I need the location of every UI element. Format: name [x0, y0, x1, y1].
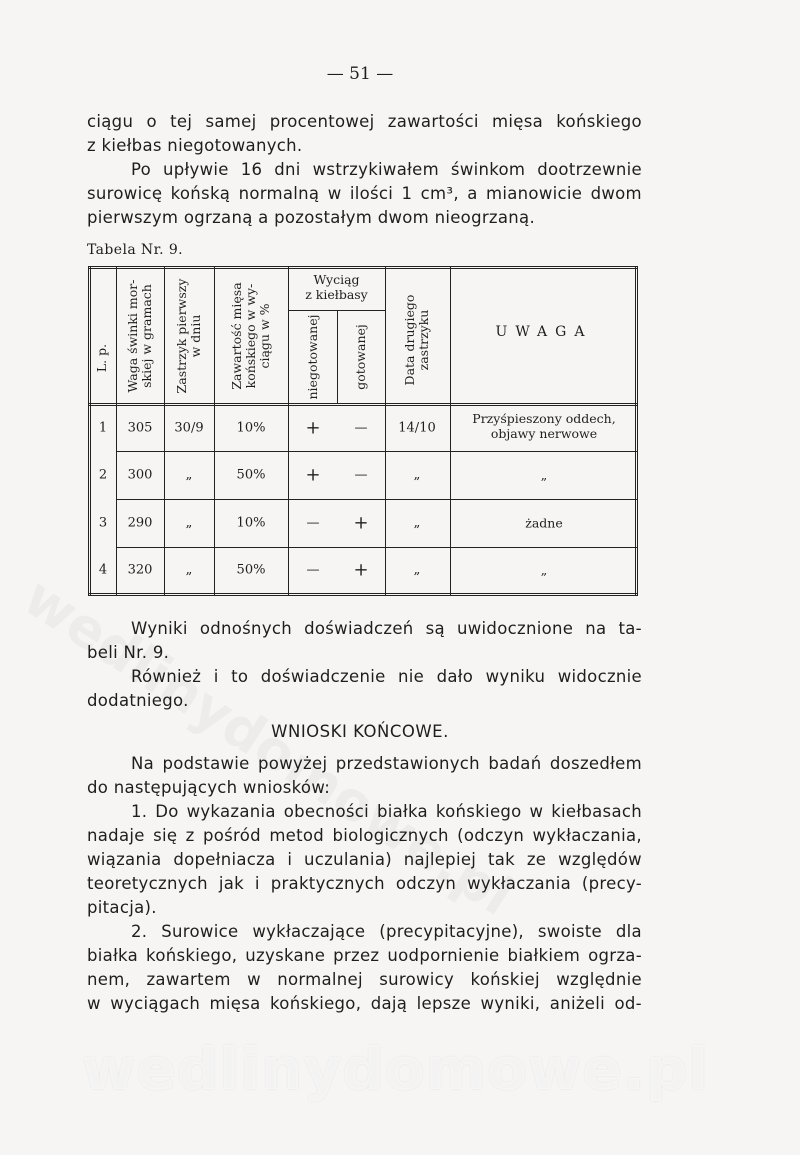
- text-line: [87, 800, 642, 824]
- word: w: [529, 802, 544, 821]
- cell-lp: 4: [98, 562, 108, 578]
- cell-second-date: „: [413, 467, 421, 483]
- header-remarks: UWAGA: [495, 324, 593, 340]
- word: 2.: [131, 922, 148, 941]
- word: zawartem: [146, 970, 231, 989]
- text-line: [87, 158, 642, 182]
- cell-first-injection: „: [185, 562, 193, 578]
- cell-raw: +: [305, 464, 321, 486]
- word: podstawie: [162, 754, 250, 773]
- word: dopełniacza: [173, 850, 276, 869]
- text-line: [87, 824, 642, 848]
- word: obecności: [283, 802, 370, 821]
- word: ze: [526, 850, 547, 869]
- word: są: [425, 619, 445, 638]
- word: nie: [398, 667, 425, 686]
- text-line: pierwszym ogrzaną a pozostałym dwom nieogrzaną.: [87, 208, 536, 227]
- word: widocznie: [557, 667, 642, 686]
- cell-weight: 320: [127, 562, 153, 578]
- word: procentowej: [269, 112, 375, 131]
- word: ogrza-: [588, 946, 642, 965]
- word: tak: [487, 850, 516, 869]
- word: wyciągach: [110, 994, 201, 1013]
- word: swoiste: [537, 922, 602, 941]
- word: o: [146, 112, 157, 131]
- cell-horse-meat: 50%: [236, 467, 266, 483]
- data-table: [88, 266, 638, 596]
- word: i: [254, 874, 260, 893]
- cell-raw: +: [305, 417, 321, 439]
- cell-weight: 305: [127, 420, 153, 436]
- word: mianowicie: [486, 184, 583, 203]
- word: uodpornienie: [387, 946, 500, 965]
- cell-horse-meat: 10%: [236, 420, 266, 436]
- word: aniżeli: [549, 994, 606, 1013]
- word: wykłaczania: [467, 874, 571, 893]
- word: wykazania: [186, 802, 276, 821]
- word: samej: [205, 112, 257, 131]
- word: doświadczeń: [304, 619, 414, 638]
- word: białka: [376, 802, 428, 821]
- word: Na: [131, 754, 155, 773]
- word: i: [287, 850, 293, 869]
- cell-lp: 2: [98, 467, 108, 483]
- word: końskiego,: [146, 946, 238, 965]
- word: badań: [488, 754, 542, 773]
- cell-first-injection: „: [185, 515, 193, 531]
- cell-second-date: 14/10: [398, 420, 436, 436]
- word: powyżej: [258, 754, 328, 773]
- word: lepsze: [416, 994, 472, 1013]
- header-raw: niegotowanej: [305, 314, 320, 400]
- word: dwom: [590, 184, 642, 203]
- word: to: [231, 667, 249, 686]
- word: dootrzewnie: [537, 160, 642, 179]
- word: przedstawionych: [335, 754, 480, 773]
- header-extract-group: Wyciąg z kiełbasy: [305, 272, 368, 302]
- word: wstrzykiwałem: [312, 160, 439, 179]
- word: jak: [218, 874, 244, 893]
- word: najlepiej: [403, 850, 477, 869]
- word: przez: [333, 946, 380, 965]
- word: końską: [170, 184, 231, 203]
- word: wykłaczające: [252, 922, 366, 941]
- text-line: [87, 992, 642, 1016]
- word: w: [87, 994, 101, 1013]
- text-line: dodatniego.: [87, 691, 189, 710]
- word: świnkom: [450, 160, 526, 179]
- cell-horse-meat: 50%: [236, 562, 266, 578]
- word: kiełbasach: [551, 802, 642, 821]
- word: Po: [131, 160, 152, 179]
- text-line: [87, 110, 642, 134]
- word: (odczyn: [457, 826, 525, 845]
- header-cooked: gotowanej: [353, 324, 368, 390]
- word: końskiego,: [270, 994, 362, 1013]
- text-line: beli Nr. 9.: [87, 643, 170, 662]
- word: ciągu: [87, 112, 134, 131]
- text-line: [87, 872, 642, 896]
- word: od-: [614, 994, 642, 1013]
- word: z: [185, 826, 195, 845]
- header-second-date: Data drugiego zastrzyku: [402, 294, 431, 386]
- text-line: [87, 182, 642, 206]
- word: białka: [87, 946, 139, 965]
- word: dają: [370, 994, 408, 1013]
- word: w: [327, 184, 342, 203]
- word: upływie: [163, 160, 229, 179]
- word: 1.: [131, 802, 148, 821]
- cell-cooked: —: [354, 420, 368, 436]
- word: mięsa: [492, 112, 544, 131]
- cell-cooked: —: [354, 467, 368, 483]
- word: Również: [131, 667, 202, 686]
- cell-first-injection: 30/9: [174, 420, 204, 436]
- word: w: [247, 970, 261, 989]
- cell-second-date: „: [413, 562, 421, 578]
- word: surowicę: [87, 184, 163, 203]
- header-horse-meat-content: Zawartość mięsa końskiego w wy- ciągu w %: [229, 282, 272, 390]
- cell-raw: —: [306, 515, 320, 531]
- cell-weight: 290: [127, 515, 153, 531]
- word: wyniki,: [480, 994, 541, 1013]
- cell-horse-meat: 10%: [236, 515, 266, 531]
- word: doszedłem: [549, 754, 642, 773]
- cell-raw: —: [306, 562, 320, 578]
- word: Wyniki: [131, 619, 188, 638]
- header-first-injection: Zastrzyk pierwszy w dniu: [174, 278, 203, 394]
- text-line: pitacja).: [87, 898, 157, 917]
- text-line: [87, 752, 642, 776]
- cell-first-injection: „: [185, 467, 193, 483]
- word: mięsa: [209, 994, 261, 1013]
- word: Surowice: [161, 922, 239, 941]
- word: pośród: [202, 826, 261, 845]
- word: tej: [170, 112, 193, 131]
- watermark-footer: wedlinydomowe.pl: [82, 1035, 710, 1103]
- word: dni: [274, 160, 301, 179]
- word: metod: [269, 826, 325, 845]
- cell-remarks: Przyśpieszony oddech, objawy nerwowe: [472, 411, 616, 441]
- text-line: [87, 920, 642, 944]
- word: odnośnych: [199, 619, 293, 638]
- word: doświadczenie: [260, 667, 386, 686]
- text-line: [87, 617, 642, 641]
- word: wykłaczania,: [532, 826, 642, 845]
- word: ilości: [349, 184, 394, 203]
- word: (precypitacyjne),: [379, 922, 524, 941]
- cell-remarks: „: [540, 562, 548, 578]
- cell-cooked: +: [353, 512, 369, 534]
- word: białkiem: [507, 946, 581, 965]
- cell-cooked: +: [353, 559, 369, 581]
- word: i: [213, 667, 219, 686]
- word: normalną: [238, 184, 320, 203]
- cell-remarks: „: [540, 467, 548, 483]
- word: 16: [240, 160, 263, 179]
- word: się: [153, 826, 178, 845]
- word: uczulania): [304, 850, 392, 869]
- word: a: [467, 184, 478, 203]
- word: końskiego: [556, 112, 642, 131]
- word: względnie: [556, 970, 642, 989]
- word: nadaje: [87, 826, 145, 845]
- page-number: — 51 —: [326, 64, 394, 84]
- word: uwidocznione: [457, 619, 574, 638]
- word: ta-: [618, 619, 642, 638]
- word: (precy-: [581, 874, 642, 893]
- results-paragraph: [87, 617, 642, 713]
- table-caption: Tabela Nr. 9.: [87, 242, 183, 258]
- intro-paragraph: [87, 110, 642, 230]
- word: na: [585, 619, 607, 638]
- word: uzyskane: [245, 946, 326, 965]
- text-line: [87, 665, 642, 689]
- conclusions-paragraph: [87, 752, 642, 1016]
- text-line: [87, 848, 642, 872]
- word: biologicznych: [332, 826, 449, 845]
- cell-remarks: żadne: [525, 515, 563, 531]
- word: surowicy: [379, 970, 455, 989]
- text-line: do następujących wniosków:: [87, 778, 331, 797]
- header-weight: Waga świnki mor- skiej w gramach: [125, 279, 154, 393]
- word: cm³,: [420, 184, 459, 203]
- word: względów: [558, 850, 642, 869]
- word: końskiej: [470, 970, 540, 989]
- text-line: z kiełbas niegotowanych.: [87, 136, 303, 155]
- word: dla: [615, 922, 642, 941]
- text-line: [87, 968, 642, 992]
- cell-lp: 3: [98, 515, 108, 531]
- word: Do: [155, 802, 179, 821]
- word: teoretycznych: [87, 874, 208, 893]
- word: zawartości: [387, 112, 479, 131]
- text-line: [87, 944, 642, 968]
- section-heading: WNIOSKI KOŃCOWE.: [271, 722, 449, 741]
- word: nem,: [87, 970, 131, 989]
- word: dało: [436, 667, 474, 686]
- word: 1: [401, 184, 413, 203]
- cell-second-date: „: [413, 515, 421, 531]
- word: normalnej: [277, 970, 363, 989]
- word: wiązania: [87, 850, 162, 869]
- cell-weight: 300: [127, 467, 153, 483]
- word: odczyn: [395, 874, 457, 893]
- word: końskiego: [435, 802, 522, 821]
- header-lp: L. p.: [94, 343, 109, 373]
- word: wyniku: [485, 667, 546, 686]
- cell-lp: 1: [98, 420, 108, 436]
- word: praktycznych: [270, 874, 385, 893]
